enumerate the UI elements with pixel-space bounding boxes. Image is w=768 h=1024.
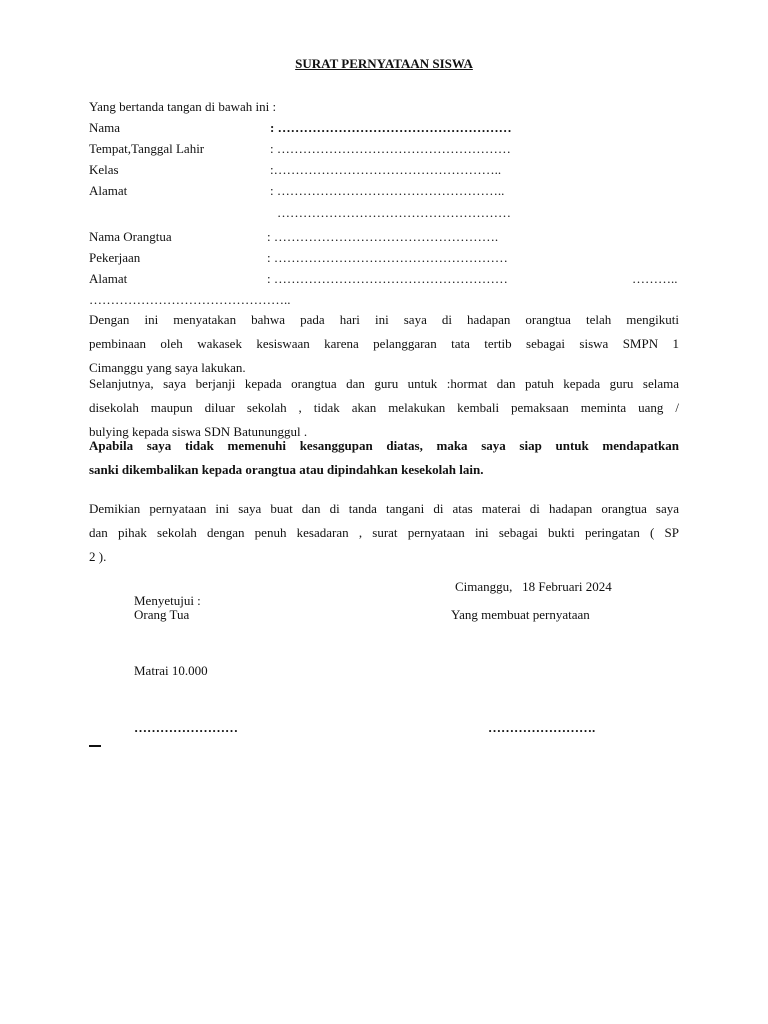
paragraph-line: Cimanggu yang saya lakukan. — [89, 360, 246, 375]
field-value-alamat-ortu-tail: ……….. — [632, 271, 678, 286]
paragraph-line: sanki dikembalikan kepada orangtua atau dipindahkan kesekolah lain. — [89, 462, 484, 477]
paragraph-line: Selanjutnya, saya berjanji kepada orangtua dan guru untuk :hormat dan patuh kepada guru selama — [89, 376, 679, 391]
paragraph-line: disekolah maupun diluar sekolah , tidak akan melakukan kembali pemaksaan meminta uang / — [89, 400, 679, 415]
intro-text: Yang bertanda tangan di bawah ini : — [89, 99, 277, 114]
paragraph-line: pembinaan oleh wakasek kesiswaan karena pelanggaran tata tertib sebagai siswa SMPN 1 — [89, 336, 679, 351]
field-value-pekerjaan: : ……………………………………………… — [267, 250, 508, 265]
paragraph-line: 2 ). — [89, 549, 107, 564]
field-value-kelas: :…………………………………………….. — [270, 162, 502, 177]
field-value-nama: : ……………………………………………… — [270, 120, 512, 135]
field-label-ttl: Tempat,Tanggal Lahir — [89, 141, 205, 156]
matrai-label: Matrai 10.000 — [134, 663, 208, 678]
place-date: Cimanggu, 18 Februari 2024 — [455, 579, 612, 594]
dash-mark — [89, 745, 101, 747]
document-title: SURAT PERNYATAAN SISWA — [295, 56, 473, 71]
field-label-alamat: Alamat — [89, 183, 128, 198]
field-value-ttl: : ……………………………………………… — [270, 141, 511, 156]
paragraph-line: Demikian pernyataan ini saya buat dan di tanda tangani di atas materai di hadapan orangtua saya — [89, 501, 679, 516]
field-label-kelas: Kelas — [89, 162, 119, 177]
field-label-alamat-ortu: Alamat — [89, 271, 128, 286]
paragraph-line: dan pihak sekolah dengan penuh kesadaran , surat pernyataan ini sebagai bukti peringatan ( SP — [89, 525, 679, 540]
paragraph-line: bulying kepada siswa SDN Batununggul . — [89, 424, 308, 439]
field-value-alamat-ortu-cont: ……………………………………….. — [89, 292, 291, 307]
field-value-alamat-ortu: : ……………………………………………… — [267, 271, 508, 286]
field-label-nama: Nama — [89, 120, 121, 135]
paragraph-line: Dengan ini menyatakan bahwa pada hari ini saya di hadapan orangtua telah mengikuti — [89, 312, 679, 327]
field-value-nama-ortu: : ……………………………………………. — [267, 229, 499, 244]
paragraph-statement — [89, 308, 679, 380]
field-label-nama-ortu: Nama Orangtua — [89, 229, 172, 244]
field-value-alamat: : …………………………………………….. — [270, 183, 505, 198]
signature-line-student: ……………………. — [488, 720, 596, 735]
maker-label: Yang membuat pernyataan — [451, 607, 590, 622]
field-value-alamat-cont: ……………………………………………… — [277, 205, 511, 220]
paragraph-closing — [89, 497, 679, 569]
approval-label: Menyetujui : — [134, 593, 201, 608]
signature-line-parent: …………………… — [134, 720, 238, 735]
paragraph-line: Apabila saya tidak memenuhi kesanggupan diatas, maka saya siap untuk mendapatkan — [89, 438, 679, 453]
paragraph-sanction — [89, 434, 679, 482]
field-label-pekerjaan: Pekerjaan — [89, 250, 141, 265]
approval-role: Orang Tua — [134, 607, 190, 622]
